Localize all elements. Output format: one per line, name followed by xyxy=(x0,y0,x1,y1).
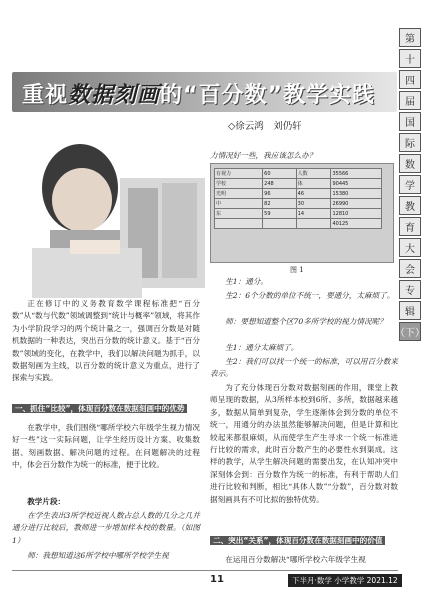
figure-row xyxy=(215,179,382,189)
photo-boy-reading xyxy=(10,118,205,298)
side-banner-char: 届 xyxy=(399,91,421,110)
figure-cell: 12810 xyxy=(331,209,382,219)
side-banner-char: 专 xyxy=(399,280,421,299)
figure-cell: 体 xyxy=(296,179,331,189)
paragraph-3: 在学生表出3所学校近视人数占总人数的几分之几并通分进行比较后，教师进一步增加样本校的数量。（如图1） xyxy=(12,511,200,545)
dialogue-5: 生2：我们可以找一个统一的标准，可以用百分数来表示。 xyxy=(210,357,398,379)
figure-cell: 248 xyxy=(263,179,297,189)
figure-cell: 46 xyxy=(296,189,331,199)
figure-cell: 26990 xyxy=(331,199,382,209)
authors: ◇徐云鸿 刘仍轩 xyxy=(228,121,302,132)
page-number: 11 xyxy=(210,574,224,585)
figure-cell xyxy=(296,219,331,229)
dialogue-3: 师：要想知道整个区70多所学校的视力情况呢？ xyxy=(225,317,387,326)
side-banner-char: 会 xyxy=(399,259,421,278)
side-banner-char: 辑 xyxy=(399,301,421,320)
paragraph-4: 师：我想知道这6所学校中哪所学校学生视 xyxy=(27,551,169,560)
section-heading-1: 一、抓住“比较”，体现百分数在数据刻画中的优势 xyxy=(12,396,200,415)
figure-row xyxy=(215,199,382,209)
side-banner-char: 第 xyxy=(399,28,421,47)
figure-caption: 图 1 xyxy=(290,266,304,274)
figure-row xyxy=(215,219,382,229)
paragraph-1: 正在修订中的义务教育数学课程标准把“百分数”从“数与代数”领域调整到“统计与概率”领域，将其作为小学阶段学习的两个统计量之一，强调百分数是对随机数据的一种表达，突出百分数的统计意义。基于“百分数”领域的变化，在教学中，我们以解决问题为抓手，以数据刻画为主线，以百分数的统计意义为重点，进行了探索与实践。 xyxy=(12,299,200,383)
footer-rule xyxy=(12,570,398,571)
dialogue-1: 生1：通分。 xyxy=(225,277,268,286)
figure-cell: 14 xyxy=(296,209,331,219)
page-title: 重视数据刻画的“百分数”教学实践 xyxy=(22,83,375,108)
side-banner-char: 大 xyxy=(399,238,421,257)
figure-cell: 学校 xyxy=(215,179,263,189)
side-banner-char: 育 xyxy=(399,217,421,236)
figure-cell: 光明 xyxy=(215,189,263,199)
figure-cell xyxy=(263,219,297,229)
figure-row xyxy=(215,189,382,199)
figure-1-table xyxy=(214,168,382,229)
side-banner xyxy=(395,28,425,341)
right-paragraph-1: 力情况好一些，我应该怎么办？ xyxy=(210,151,317,160)
excerpt-label: 教学片段： xyxy=(27,497,66,506)
right-paragraph-2: 为了充分体现百分数对数据刻画的作用，课堂上教师呈现的数据，从3所样本校到6所、多所，数据越来越多，数据从简单到复杂，学生逐渐体会到分数的单位不统一，用通分的办法虽然能够解决问题，但是计算和比较起来都很麻烦，从而使学生产生寻求一个统一标准进行比较的需求，此时百分数产生的必要性水到渠成。这样的教学，从学生解决问题的需要出发，在认知冲突中深刻体会到：百分数作为统一的标准，有利于帮助人们进行比较和判断，相比“具体人数”“分数”，百分数对数据刻画具有不可比拟的独特优势。 xyxy=(210,383,398,504)
figure-cell xyxy=(215,219,263,229)
figure-cell: 59 xyxy=(263,209,297,219)
paragraph-2: 在教学中，我们围绕“哪所学校六年级学生视力情况好一些”这一实际问题，让学生经历设计方案、收集数据、刻画数据、解决问题的过程。在问题解决的过程中，体会百分数作为统一的标准，便于比较。 xyxy=(12,423,200,470)
figure-cell: 15380 xyxy=(331,189,382,199)
figure-cell: 35566 xyxy=(331,169,382,179)
right-paragraph-3: 在运用百分数解决“哪所学校六年级学生视 xyxy=(225,555,366,564)
figure-cell: 有视力 xyxy=(215,169,263,179)
figure-cell: 中 xyxy=(215,199,263,209)
figure-cell: 30 xyxy=(296,199,331,209)
figure-cell: 96 xyxy=(263,189,297,199)
dialogue-4: 生1：通分太麻烦了。 xyxy=(225,343,299,352)
section-heading-2: 二、突出“关系”，体现百分数在数据刻画中的价值 xyxy=(210,528,398,547)
journal-name: 下半月·数学 小学教学 2021.12 xyxy=(288,574,402,587)
figure-cell: 82 xyxy=(263,199,297,209)
figure-cell: 90445 xyxy=(331,179,382,189)
side-banner-char: 十 xyxy=(399,49,421,68)
side-banner-char: 国 xyxy=(399,112,421,131)
figure-row xyxy=(215,209,382,219)
side-banner-char: 四 xyxy=(399,70,421,89)
side-banner-char: 际 xyxy=(399,133,421,152)
figure-cell: 东 xyxy=(215,209,263,219)
figure-cell: 40125 xyxy=(331,219,382,229)
side-banner-char: 数 xyxy=(399,154,421,173)
dialogue-2: 生2：6个分数的单位不统一，要通分，太麻烦了。 xyxy=(225,291,395,300)
figure-cell: 60 xyxy=(263,169,297,179)
side-banner-char: 学 xyxy=(399,175,421,194)
side-banner-char: 教 xyxy=(399,196,421,215)
figure-row xyxy=(215,169,382,179)
side-banner-char: （下） xyxy=(399,322,421,341)
figure-cell: 人数 xyxy=(296,169,331,179)
